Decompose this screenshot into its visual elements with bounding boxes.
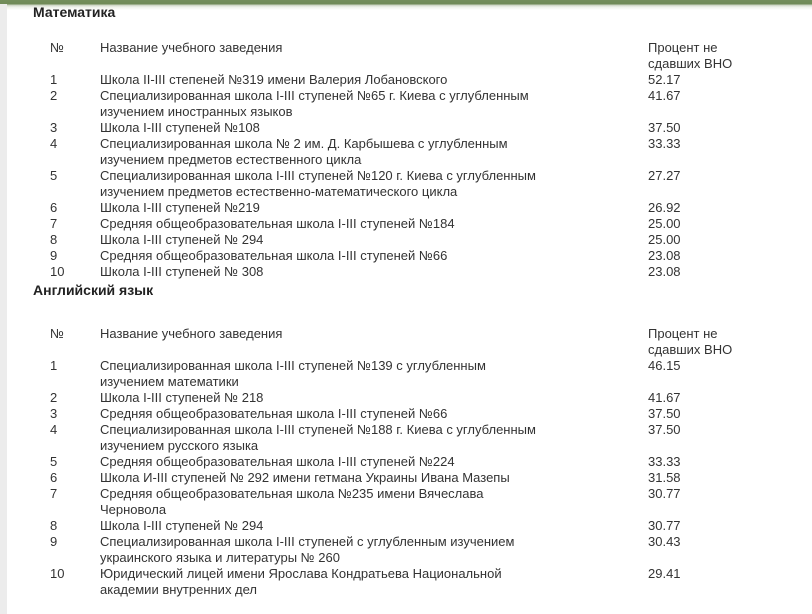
table-row [33,232,795,248]
percent-value: 25.00 [648,232,681,247]
row-number: 7 [50,486,58,501]
percent-value: 25.00 [648,216,681,231]
table-row [33,566,795,598]
school-name: Школа II-III степеней №319 имени Валерия Лобановского [100,72,448,87]
percent-value: 46.15 [648,358,681,373]
school-name: Школа I-III ступеней №108 [100,120,260,135]
percent-value: 37.50 [648,422,681,437]
percent-value: 33.33 [648,454,681,469]
table-row [33,486,795,518]
percent-value: 52.17 [648,72,681,87]
table-row [33,454,795,470]
table-header-row [33,40,795,72]
table-row [33,390,795,406]
left-gutter [0,4,7,614]
row-number: 7 [50,216,58,231]
row-number: 2 [50,88,58,103]
row-number: 10 [50,264,65,279]
row-number: 5 [50,168,58,183]
school-name: Школа I-III ступеней № 294 [100,232,264,247]
row-number: 1 [50,358,58,373]
school-name: Школа I-III ступеней № 218 [100,390,264,405]
school-name: Юридический лицей имени Ярослава Кондратьева Национальной академии внутренних дел [100,566,502,597]
table-row [33,72,795,88]
row-number: 8 [50,518,58,533]
column-header-school-name: Название учебного заведения [100,40,283,55]
school-name: Специализированная школа I-III ступеней №120 г. Киева с углубленным изучением предметов естественно-математического цикла [100,168,536,199]
row-number: 3 [50,406,58,421]
row-number: 5 [50,454,58,469]
table-row [33,88,795,120]
school-name: Специализированная школа I-III ступеней №139 с углубленным изучением математики [100,358,486,389]
column-header-percent-not-passed: Процент не сдавших ВНО [648,326,733,357]
section-title-english: Английский язык [33,282,154,298]
percent-value: 23.08 [648,248,681,263]
section-english [33,282,795,598]
row-number: 6 [50,200,58,215]
school-name: Средняя общеобразовательная школа I-III ступеней №224 [100,454,455,469]
row-number: 10 [50,566,65,581]
row-number: 4 [50,136,58,151]
percent-value: 30.43 [648,534,681,549]
percent-value: 23.08 [648,264,681,279]
page-content [33,4,795,598]
column-header-school-name: Название учебного заведения [100,326,283,341]
school-name: Специализированная школа № 2 им. Д. Карбышева с углубленным изучением предметов естественного цикла [100,136,508,167]
row-number: 9 [50,248,58,263]
school-name: Средняя общеобразовательная школа I-III ступеней №184 [100,216,455,231]
row-number: 6 [50,470,58,485]
row-number: 9 [50,534,58,549]
table-row [33,248,795,264]
column-header-percent-not-passed: Процент не сдавших ВНО [648,40,733,71]
percent-value: 31.58 [648,470,681,485]
table-row [33,136,795,168]
row-number: 1 [50,72,58,87]
percent-value: 26.92 [648,200,681,215]
school-name: Школа I-III ступеней № 294 [100,518,264,533]
percent-value: 30.77 [648,486,681,501]
school-name: Школа I-III ступеней № 308 [100,264,264,279]
results-table-mathematics [33,40,795,280]
table-row [33,358,795,390]
school-name: Специализированная школа I-III ступеней №65 г. Киева с углубленным изучением иностранных языков [100,88,529,119]
table-row [33,120,795,136]
school-name: Средняя общеобразовательная школа I-III ступеней №66 [100,248,448,263]
table-row [33,470,795,486]
table-row [33,200,795,216]
percent-value: 41.67 [648,88,681,103]
table-row [33,518,795,534]
table-row [33,422,795,454]
section-title-mathematics: Математика [33,4,116,20]
table-row [33,534,795,566]
percent-value: 37.50 [648,406,681,421]
table-row [33,264,795,280]
school-name: Средняя общеобразовательная школа I-III ступеней №66 [100,406,448,421]
percent-value: 27.27 [648,168,681,183]
school-name: Школа И-III ступеней № 292 имени гетмана Украины Ивана Мазепы [100,470,510,485]
row-number: 2 [50,390,58,405]
percent-value: 37.50 [648,120,681,135]
row-number: 4 [50,422,58,437]
row-number: 8 [50,232,58,247]
row-number: 3 [50,120,58,135]
school-name: Средняя общеобразовательная школа №235 имени Вячеслава Черновола [100,486,484,517]
percent-value: 30.77 [648,518,681,533]
table-row [33,216,795,232]
results-table-english [33,326,795,598]
school-name: Специализированная школа I-III ступеней с углубленным изучением украинского языка и литературы № 260 [100,534,515,565]
percent-value: 33.33 [648,136,681,151]
column-header-number: № [50,40,64,55]
percent-value: 41.67 [648,390,681,405]
table-header-row [33,326,795,358]
school-name: Специализированная школа I-III ступеней №188 г. Киева с углубленным изучением русского языка [100,422,536,453]
percent-value: 29.41 [648,566,681,581]
section-mathematics [33,4,795,280]
school-name: Школа I-III ступеней №219 [100,200,260,215]
table-row [33,168,795,200]
column-header-number: № [50,326,64,341]
table-row [33,406,795,422]
